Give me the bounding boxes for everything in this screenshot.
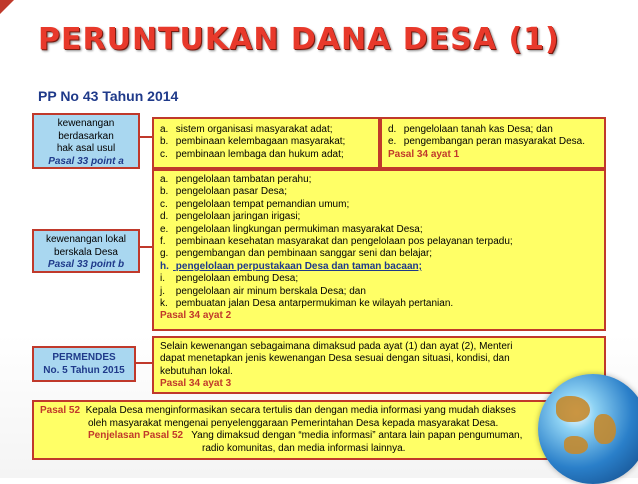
label-hak-asal-usul: [32, 113, 140, 169]
kewenangan-list-ayat1-cont: [380, 117, 606, 169]
kewenangan-ayat3: [152, 336, 606, 394]
pasal-52-box: [32, 400, 606, 460]
label-line: hak asal usul: [56, 143, 116, 154]
label-line: berdasarkan: [58, 130, 114, 142]
connector-line: [140, 136, 152, 138]
paragraph-line: Penjelasan Pasal 52 Yang dimaksud dengan “media informasi” antara lain papan pengumuman,: [88, 430, 523, 441]
connector-line: [136, 362, 152, 364]
label-line: kewenangan: [57, 118, 115, 129]
penjelasan-label: Penjelasan Pasal 52: [88, 430, 184, 441]
list-item: d. pengelolaan tanah kas Desa; dan: [388, 124, 553, 135]
list-item: h. pengelolaan perpustakaan Desa dan taman bacaan;: [160, 260, 422, 272]
list-item: k. pembuatan jalan Desa antarpermukiman ke wilayah pertanian.: [160, 298, 454, 310]
kewenangan-list-ayat2: [152, 169, 606, 331]
paragraph-line: radio komunitas, dan media informasi lainnya.: [202, 442, 406, 454]
reference-label: Pasal 34 ayat 2: [160, 310, 232, 322]
paragraph-line: Selain kewenangan sebagaimana dimaksud pada ayat (1) dan ayat (2), Menteri: [160, 341, 513, 352]
list-item: e. pengembangan peran masyarakat Desa.: [388, 136, 586, 148]
label-kewenangan-lokal: [32, 229, 140, 273]
label-line: kewenangan lokal: [45, 234, 127, 245]
list-item: a. sistem organisasi masyarakat adat;: [160, 124, 333, 135]
label-line: PERMENDES: [52, 352, 116, 363]
list-item: f. pembinaan kesehatan masyarakat dan pengelolaan pos pelayanan terpadu;: [160, 236, 513, 248]
paragraph-line: oleh masyarakat mengenai penyelenggaraan Pemerintahan Desa kepada masyarakat Desa.: [88, 417, 499, 429]
list-item: i. pengelolaan embung Desa;: [160, 273, 299, 285]
list-item: b. pembinaan kelembagaan masyarakat;: [160, 136, 346, 148]
reference-label: Pasal 34 ayat 3: [160, 378, 232, 390]
corner-decoration: [0, 0, 14, 14]
globe-landmass: [556, 396, 590, 422]
connector-line: [140, 246, 152, 248]
reference-label: Pasal 34 ayat 1: [388, 148, 460, 160]
paragraph-line: dapat menetapkan jenis kewenangan Desa sesuai dengan situasi, kondisi, dan: [160, 353, 510, 365]
paragraph-line: kebutuhan lokal.: [160, 365, 233, 377]
kewenangan-list-ayat1: [152, 117, 380, 169]
list-item: c. pembinaan lembaga dan hukum adat;: [160, 148, 344, 160]
label-reference: Pasal 33 point b: [47, 259, 125, 270]
label-permendes: [32, 346, 136, 382]
globe-icon: [538, 374, 638, 484]
pasal-label: Pasal 52: [40, 405, 81, 416]
label-line: berskala Desa: [54, 246, 118, 258]
subtitle: PP No 43 Tahun 2014: [38, 88, 179, 104]
paragraph-line: Pasal 52 Kepala Desa menginformasikan secara tertulis dan dengan media informasi yang mudah diakses: [40, 405, 516, 416]
list-item: c. pengelolaan tempat pemandian umum;: [160, 198, 350, 210]
globe-landmass: [564, 436, 588, 454]
label-reference: Pasal 33 point a: [48, 155, 124, 167]
label-line: No. 5 Tahun 2015: [43, 364, 125, 376]
list-item: d. pengelolaan jaringan irigasi;: [160, 211, 301, 223]
list-item: g. pengembangan dan pembinaan sanggar seni dan belajar;: [160, 248, 433, 260]
list-item: a. pengelolaan tambatan perahu;: [160, 174, 312, 185]
page-title: PERUNTUKAN DANA DESA (1): [38, 22, 560, 57]
list-item: b. pengelolaan pasar Desa;: [160, 186, 287, 198]
globe-landmass: [594, 414, 616, 444]
list-item: j. pengelolaan air minum berskala Desa; dan: [160, 285, 366, 297]
list-item: e. pengelolaan lingkungan permukiman masyarakat Desa;: [160, 223, 423, 235]
